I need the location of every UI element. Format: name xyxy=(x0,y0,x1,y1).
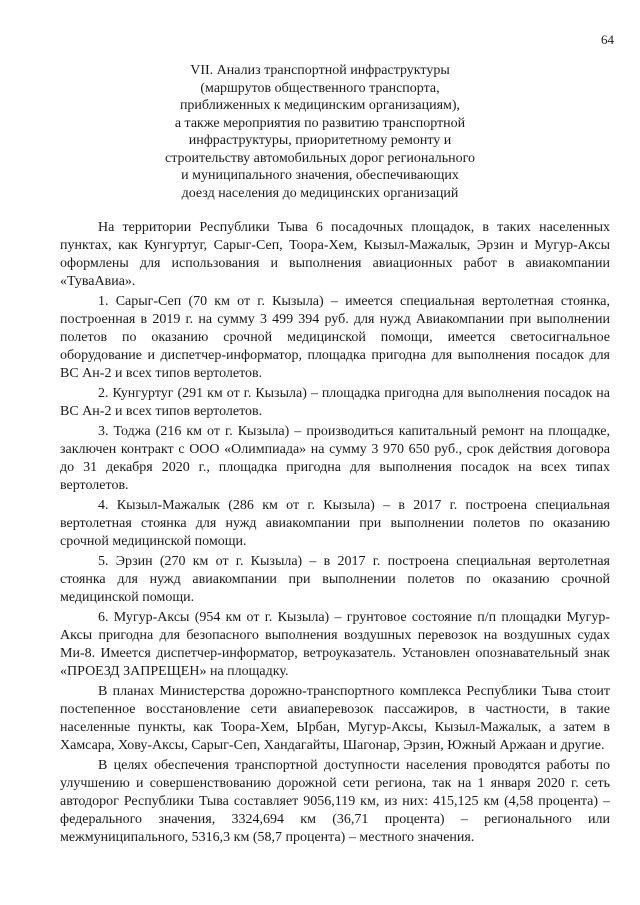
heading-line: VII. Анализ транспортной инфраструктуры xyxy=(190,63,450,78)
landing-site-kungurtug: 2. Кунгуртуг (291 км от г. Кызыла) – площадка пригодна для выполнения посадок на ВС Ан-2 и всех типов вертолетов. xyxy=(60,386,610,419)
intro-paragraph: На территории Республики Тыва 6 посадочных площадок, в таких населенных пунктах, как Кунгуртуг, Сарыг-Сеп, Тоора-Хем, Кызыл-Мажалык, Эрзин и Мугур-Аксы оформлены для использования и выполнения авиационных работ в авиакомпании «ТуваАвиа». xyxy=(60,220,610,289)
landing-site-kyzyl-mazhalyk: 4. Кызыл-Мажалык (286 км от г. Кызыла) – в 2017 г. построена специальная вертолетная стоянка для нужд авиакомпании при выполнении полетов по оказанию срочной медицинской помощи. xyxy=(60,498,610,549)
heading-line: (маршрутов общественного транспорта, xyxy=(200,80,440,96)
heading-line: строительству автомобильных дорог регионального xyxy=(165,150,475,166)
landing-site-todzha: 3. Тоджа (216 км от г. Кызыла) – производиться капитальный ремонт на площадке, заключен контракт с ООО «Олимпиада» на сумму 3 970 650 руб., срок действия договора до 31 декабря 2020 г., площадка пригодна для выполнения посадок на всех типах вертолетов. xyxy=(60,424,610,493)
heading-line: инфраструктуры, приоритетному ремонту и xyxy=(188,133,452,148)
section-heading xyxy=(0,62,640,202)
landing-site-erzin: 5. Эрзин (270 км от г. Кызыла) – в 2017 г. построена специальная вертолетная стоянка для нужд авиакомпании при выполнении полетов по оказанию срочной медицинской помощи. xyxy=(60,554,610,605)
document-body xyxy=(60,219,610,849)
heading-line: а также мероприятия по развитию транспортной xyxy=(174,115,466,131)
landing-site-sarygsep: 1. Сарыг-Сеп (70 км от г. Кызыла) – имеется специальная вертолетная стоянка, построенная в 2019 г. на сумму 3 499 394 руб. для нужд Авиакомпании при выполнении полетов по оказанию срочной медицинской помощи, имеется светосигнальное оборудование и диспетчер-информатор, площадка пригодна для выполнения посадок для ВС Ан-2 и всех типов вертолетов. xyxy=(60,294,610,381)
heading-line: приближенных к медицинским организациям), xyxy=(179,98,461,113)
road-network-paragraph: В целях обеспечения транспортной доступности населения проводятся работы по улучшению и совершенствованию дорожной сети региона, так на 1 января 2020 г. сеть автодорог Республики Тыва составляет 9056,119 км, из них: 415,125 км (4,58 процента) – федерального значения, 3324,694 км (36,71 процента) – регионального или межмуниципального, 5316,3 км (58,7 процента) – местного значения. xyxy=(60,758,610,845)
page-number: 64 xyxy=(601,32,614,47)
ministry-plans-paragraph: В планах Министерства дорожно-транспортного комплекса Республики Тыва стоит постепенное восстановление сети авиаперевозок пассажиров, в частности, в такие населенные пункты, как Тоора-Хем, Ырбан, Мугур-Аксы, Кызыл-Мажалык, а затем в Хамсара, Хову-Аксы, Сарыг-Сеп, Хандагайты, Шагонар, Эрзин, Южный Аржаан и другие. xyxy=(60,684,610,753)
landing-site-mugur-aksy: 6. Мугур-Аксы (954 км от г. Кызыла) – грунтовое состояние п/п площадки Мугур-Аксы пригодна для безопасного выполнения воздушных перевозок на воздушных судах Ми-8. Имеется диспетчер-информатор, ветроуказатель. Установлен опознавательный знак «ПРОЕЗД ЗАПРЕЩЕН» на площадку. xyxy=(60,610,610,679)
heading-line: и муниципального значения, обеспечивающих xyxy=(181,168,459,183)
heading-line: доезд населения до медицинских организаций xyxy=(181,185,459,201)
